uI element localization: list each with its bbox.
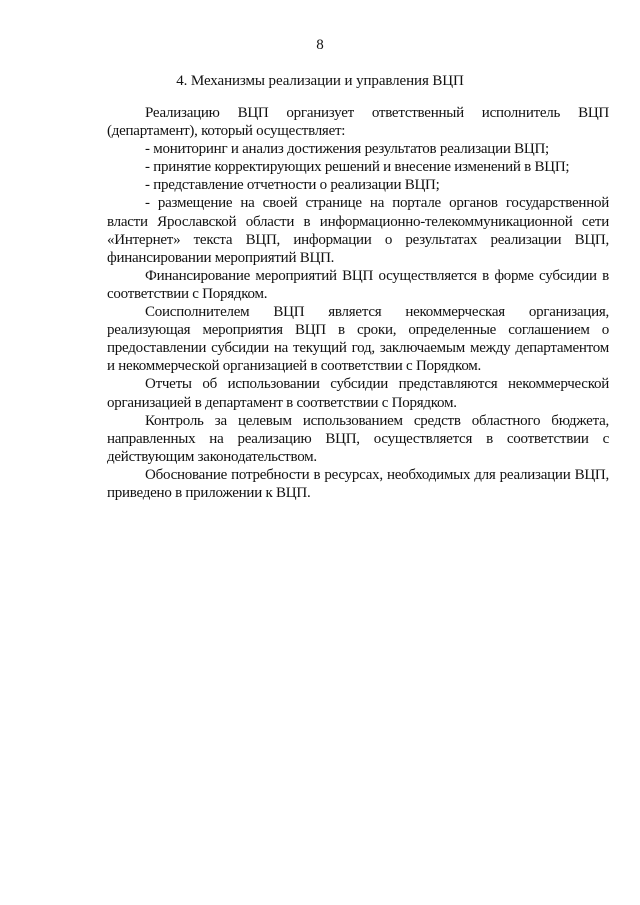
duty-item: - принятие корректирующих решений и внесение изменений в ВЦП; [145,159,570,176]
page-number: 8 [316,37,324,53]
section-heading: 4. Механизмы реализации и управления ВЦП [176,73,464,89]
body-paragraph: Обоснование потребности в ресурсах, необходимых для реализации ВЦП, приведено в приложении к ВЦП. [107,466,609,501]
duties-list [107,140,609,267]
body-paragraph: Финансирование мероприятий ВЦП осуществляется в форме субсидии в соответствии с Порядком. [107,267,609,302]
duty-item: - мониторинг и анализ достижения результатов реализации ВЦП; [145,141,549,158]
intro-paragraph: Реализацию ВЦП организует ответственный исполнитель ВЦП (департамент), который осуществляет: [107,105,609,140]
section-body [107,104,609,502]
body-paragraph: Соисполнителем ВЦП является некоммерческая организация, реализующая мероприятия ВЦП в сроки, определенные соглашением о предоставлении субсидии на текущий год, заключаемым между департаментом и некоммерческой организацией в соответствии с Порядком. [107,304,609,375]
duty-item: - размещение на своей странице на портале органов государственной власти Ярославской области в информационно-телекоммуникационной сети «Интернет» текста ВЦП, информации о результатах реализации ВЦП, финансировании мероприятий ВЦП. [107,195,609,266]
body-paragraph: Контроль за целевым использованием средств областного бюджета, направленных на реализацию ВЦП, осуществляется в соответствии с действующим законодательством. [107,412,609,465]
body-paragraph: Отчеты об использовании субсидии представляются некоммерческой организацией в департамент в соответствии с Порядком. [107,376,609,411]
duty-item: - представление отчетности о реализации ВЦП; [145,177,440,194]
